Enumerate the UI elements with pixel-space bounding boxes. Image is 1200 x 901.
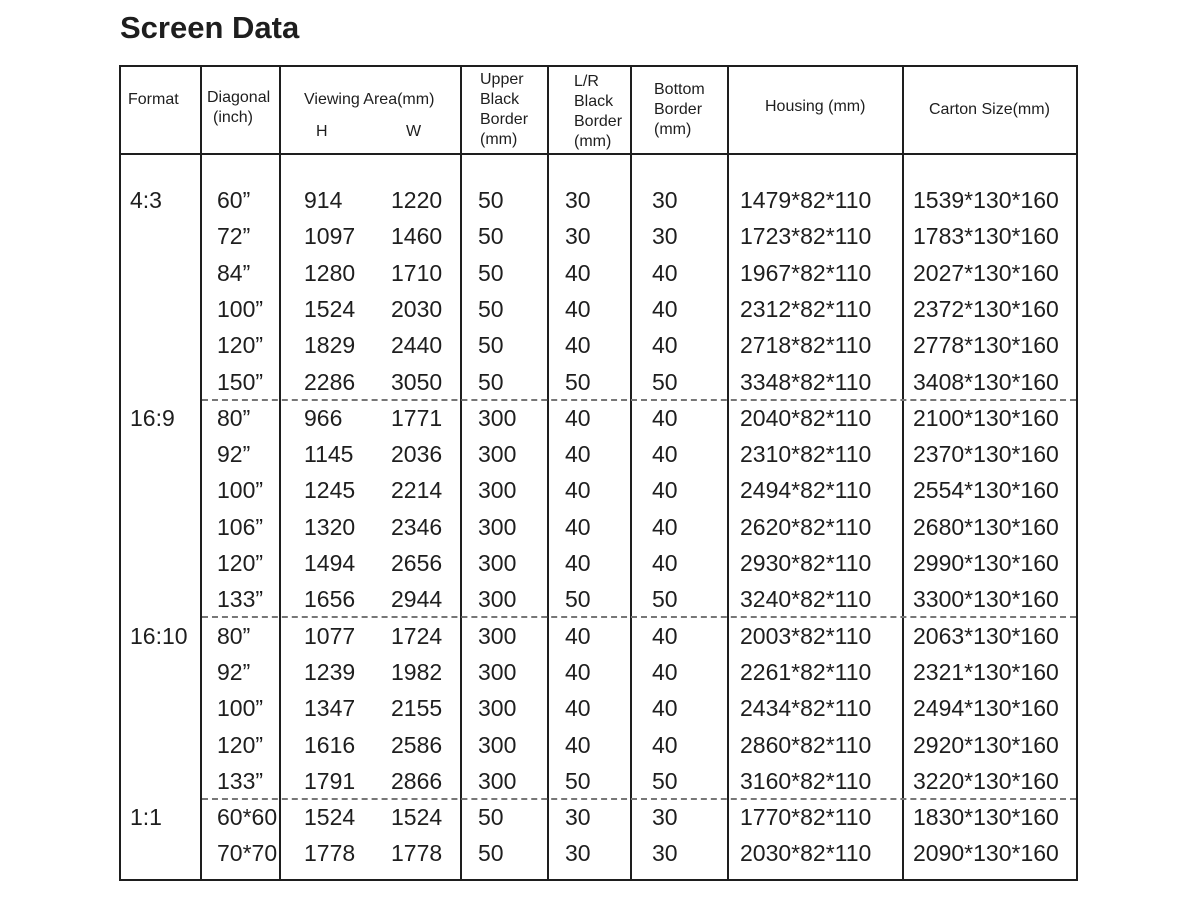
upper-border-cell: 300 <box>478 586 517 612</box>
bottom-border-cell: 40 <box>652 405 678 431</box>
lr-border-cell: 40 <box>565 441 591 467</box>
bottom-border-cell: 30 <box>652 223 678 249</box>
header-h: H <box>316 123 328 140</box>
height-cell: 966 <box>304 405 343 431</box>
lr-border-cell: 40 <box>565 332 591 358</box>
diagonal-cell: 84” <box>217 260 251 286</box>
width-cell: 2214 <box>391 477 443 503</box>
format-cell: 16:10 <box>130 623 188 649</box>
housing-cell: 2310*82*110 <box>740 441 872 467</box>
lr-border-cell: 30 <box>565 223 591 249</box>
height-cell: 1145 <box>304 441 354 467</box>
header-viewing-area: Viewing Area(mm) <box>304 91 435 108</box>
header-line: Border <box>480 111 529 128</box>
width-cell: 2440 <box>391 332 443 358</box>
bottom-border-cell: 40 <box>652 695 678 721</box>
housing-cell: 2312*82*110 <box>740 296 872 322</box>
housing-cell: 1967*82*110 <box>740 260 872 286</box>
diagonal-cell: 92” <box>217 441 251 467</box>
diagonal-cell: 133” <box>217 586 264 612</box>
lr-border-cell: 40 <box>565 695 591 721</box>
lr-border-cell: 50 <box>565 369 591 395</box>
header-line: Border <box>654 101 703 118</box>
height-cell: 1347 <box>304 695 356 721</box>
lr-border-cell: 30 <box>565 187 591 213</box>
diagonal-cell: 100” <box>217 296 264 322</box>
upper-border-cell: 50 <box>478 187 504 213</box>
header-format: Format <box>128 91 179 108</box>
lr-border-cell: 40 <box>565 623 591 649</box>
header-line: Bottom <box>654 81 705 98</box>
upper-border-cell: 300 <box>478 514 517 540</box>
header-housing: Housing (mm) <box>765 98 866 115</box>
header-carton-size: Carton Size(mm) <box>929 101 1050 118</box>
group-separator <box>202 798 1076 800</box>
format-cell: 4:3 <box>130 187 162 213</box>
width-cell: 1524 <box>391 804 443 830</box>
diagonal-cell: 120” <box>217 732 264 758</box>
lr-border-cell: 40 <box>565 732 591 758</box>
width-cell: 1778 <box>391 840 443 866</box>
height-cell: 1656 <box>304 586 356 612</box>
width-cell: 2944 <box>391 586 443 612</box>
width-cell: 1724 <box>391 623 443 649</box>
height-cell: 1829 <box>304 332 356 358</box>
carton-size-cell: 2680*130*160 <box>913 514 1059 540</box>
width-cell: 2866 <box>391 768 443 794</box>
carton-size-cell: 2063*130*160 <box>913 623 1059 649</box>
width-cell: 1982 <box>391 659 443 685</box>
bottom-border-cell: 40 <box>652 477 678 503</box>
width-cell: 2586 <box>391 732 443 758</box>
upper-border-cell: 300 <box>478 695 517 721</box>
lr-border-cell: 40 <box>565 477 591 503</box>
carton-size-cell: 2100*130*160 <box>913 405 1059 431</box>
bottom-border-cell: 50 <box>652 586 678 612</box>
diagonal-cell: 106” <box>217 514 264 540</box>
width-cell: 3050 <box>391 369 443 395</box>
carton-size-cell: 1539*130*160 <box>913 187 1059 213</box>
height-cell: 1616 <box>304 732 356 758</box>
carton-size-cell: 1783*130*160 <box>913 223 1059 249</box>
upper-border-cell: 300 <box>478 441 517 467</box>
format-cell: 1:1 <box>130 804 162 830</box>
header-w: W <box>406 123 422 140</box>
carton-size-cell: 2778*130*160 <box>913 332 1059 358</box>
housing-cell: 2930*82*110 <box>740 550 872 576</box>
height-cell: 1778 <box>304 840 356 866</box>
diagonal-cell: 92” <box>217 659 251 685</box>
height-cell: 1524 <box>304 296 356 322</box>
bottom-border-cell: 40 <box>652 550 678 576</box>
lr-border-cell: 40 <box>565 260 591 286</box>
upper-border-cell: 300 <box>478 768 517 794</box>
housing-cell: 2030*82*110 <box>740 840 872 866</box>
header-line: Black <box>574 93 614 110</box>
diagonal-cell: 72” <box>217 223 251 249</box>
lr-border-cell: 40 <box>565 405 591 431</box>
carton-size-cell: 2370*130*160 <box>913 441 1059 467</box>
bottom-border-cell: 40 <box>652 441 678 467</box>
bottom-border-cell: 40 <box>652 659 678 685</box>
carton-size-cell: 2990*130*160 <box>913 550 1059 576</box>
housing-cell: 2434*82*110 <box>740 695 872 721</box>
bottom-border-cell: 50 <box>652 369 678 395</box>
upper-border-cell: 50 <box>478 260 504 286</box>
bottom-border-cell: 40 <box>652 260 678 286</box>
lr-border-cell: 40 <box>565 296 591 322</box>
diagonal-cell: 80” <box>217 623 251 649</box>
width-cell: 1220 <box>391 187 443 213</box>
group-separator <box>202 399 1076 401</box>
carton-size-cell: 3300*130*160 <box>913 586 1059 612</box>
upper-border-cell: 50 <box>478 332 504 358</box>
housing-cell: 3240*82*110 <box>740 586 872 612</box>
upper-border-cell: 300 <box>478 659 517 685</box>
header-line: Border <box>574 113 623 130</box>
header-line: Upper <box>480 71 524 88</box>
upper-border-cell: 50 <box>478 369 504 395</box>
carton-size-cell: 2372*130*160 <box>913 296 1059 322</box>
header-diagonal-line: Diagonal <box>207 89 271 106</box>
lr-border-cell: 30 <box>565 804 591 830</box>
group-separator <box>202 616 1076 618</box>
upper-border-cell: 300 <box>478 623 517 649</box>
bottom-border-cell: 30 <box>652 804 678 830</box>
height-cell: 1077 <box>304 623 356 649</box>
housing-cell: 2003*82*110 <box>740 623 872 649</box>
bottom-border-cell: 50 <box>652 768 678 794</box>
carton-size-cell: 2321*130*160 <box>913 659 1059 685</box>
housing-cell: 2620*82*110 <box>740 514 872 540</box>
carton-size-cell: 1830*130*160 <box>913 804 1059 830</box>
width-cell: 2346 <box>391 514 443 540</box>
housing-cell: 1723*82*110 <box>740 223 872 249</box>
header-line: (mm) <box>480 131 518 148</box>
diagonal-cell: 60*60 <box>217 804 278 830</box>
lr-border-cell: 50 <box>565 586 591 612</box>
carton-size-cell: 2920*130*160 <box>913 732 1059 758</box>
carton-size-cell: 2494*130*160 <box>913 695 1059 721</box>
diagonal-cell: 70*70 <box>217 840 278 866</box>
housing-cell: 2040*82*110 <box>740 405 872 431</box>
upper-border-cell: 300 <box>478 405 517 431</box>
diagonal-cell: 60” <box>217 187 251 213</box>
bottom-border-cell: 40 <box>652 296 678 322</box>
diagonal-cell: 100” <box>217 695 264 721</box>
housing-cell: 2718*82*110 <box>740 332 872 358</box>
lr-border-cell: 30 <box>565 840 591 866</box>
height-cell: 1280 <box>304 260 356 286</box>
carton-size-cell: 3220*130*160 <box>913 768 1059 794</box>
housing-cell: 3348*82*110 <box>740 369 872 395</box>
height-cell: 1791 <box>304 768 356 794</box>
upper-border-cell: 50 <box>478 804 504 830</box>
bottom-border-cell: 40 <box>652 514 678 540</box>
diagonal-cell: 80” <box>217 405 251 431</box>
width-cell: 2030 <box>391 296 443 322</box>
height-cell: 914 <box>304 187 343 213</box>
diagonal-cell: 133” <box>217 768 264 794</box>
width-cell: 1710 <box>391 260 443 286</box>
housing-cell: 1770*82*110 <box>740 804 872 830</box>
lr-border-cell: 40 <box>565 514 591 540</box>
upper-border-cell: 300 <box>478 550 517 576</box>
height-cell: 2286 <box>304 369 356 395</box>
format-cell: 16:9 <box>130 405 175 431</box>
housing-cell: 2860*82*110 <box>740 732 872 758</box>
lr-border-cell: 40 <box>565 550 591 576</box>
housing-cell: 1479*82*110 <box>740 187 872 213</box>
header-line: Black <box>480 91 520 108</box>
height-cell: 1097 <box>304 223 356 249</box>
carton-size-cell: 2090*130*160 <box>913 840 1059 866</box>
upper-border-cell: 50 <box>478 296 504 322</box>
width-cell: 2155 <box>391 695 443 721</box>
header-line: (mm) <box>654 121 692 138</box>
carton-size-cell: 2554*130*160 <box>913 477 1059 503</box>
housing-cell: 3160*82*110 <box>740 768 872 794</box>
bottom-border-cell: 40 <box>652 732 678 758</box>
carton-size-cell: 3408*130*160 <box>913 369 1059 395</box>
height-cell: 1524 <box>304 804 356 830</box>
bottom-border-cell: 30 <box>652 187 678 213</box>
bottom-border-cell: 40 <box>652 623 678 649</box>
header-diagonal-line: (inch) <box>213 109 254 126</box>
height-cell: 1239 <box>304 659 356 685</box>
width-cell: 2656 <box>391 550 443 576</box>
header-line: L/R <box>574 73 599 90</box>
lr-border-cell: 50 <box>565 768 591 794</box>
diagonal-cell: 120” <box>217 550 264 576</box>
upper-border-cell: 300 <box>478 477 517 503</box>
lr-border-cell: 40 <box>565 659 591 685</box>
width-cell: 2036 <box>391 441 443 467</box>
upper-border-cell: 300 <box>478 732 517 758</box>
diagonal-cell: 100” <box>217 477 264 503</box>
carton-size-cell: 2027*130*160 <box>913 260 1059 286</box>
height-cell: 1320 <box>304 514 356 540</box>
height-cell: 1245 <box>304 477 356 503</box>
housing-cell: 2261*82*110 <box>740 659 872 685</box>
upper-border-cell: 50 <box>478 840 504 866</box>
housing-cell: 2494*82*110 <box>740 477 872 503</box>
width-cell: 1771 <box>391 405 443 431</box>
header-line: (mm) <box>574 133 612 150</box>
height-cell: 1494 <box>304 550 356 576</box>
page-title: Screen Data <box>120 10 300 45</box>
diagonal-cell: 150” <box>217 369 264 395</box>
bottom-border-cell: 40 <box>652 332 678 358</box>
bottom-border-cell: 30 <box>652 840 678 866</box>
width-cell: 1460 <box>391 223 443 249</box>
diagonal-cell: 120” <box>217 332 264 358</box>
upper-border-cell: 50 <box>478 223 504 249</box>
